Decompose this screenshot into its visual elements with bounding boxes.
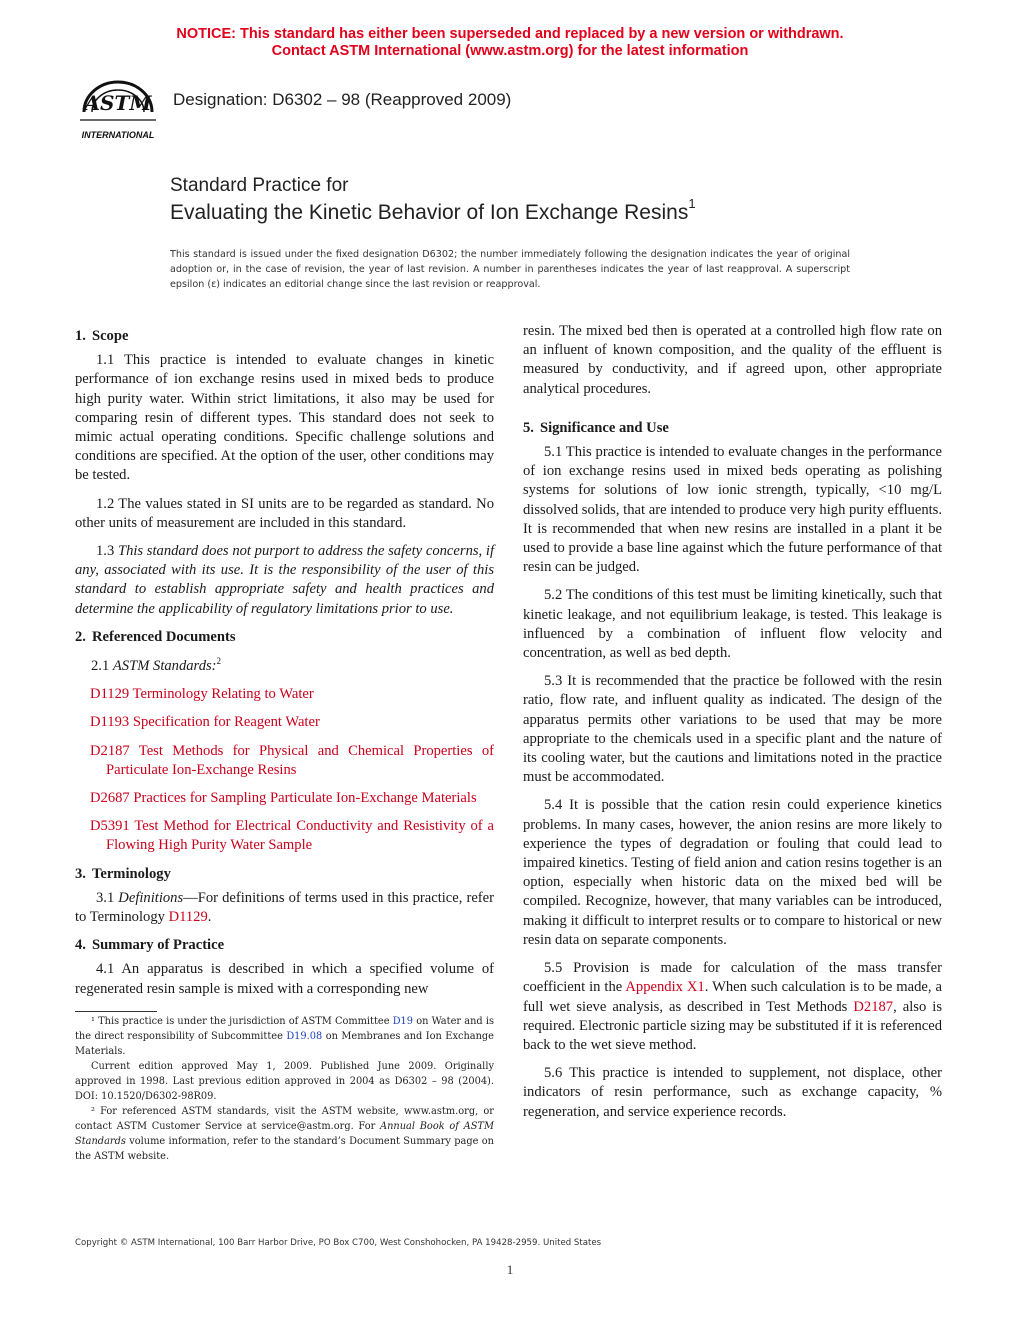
right-column bbox=[523, 322, 942, 1131]
para-5-1: 5.1 This practice is intended to evaluate changes in the performance of ion exchange resins used in mixed beds operating as polishing systems for solutions of low ionic strength, typically, <10 mg/L dissolved solids, that are intended to produce very high purity effluents. It is recommended that when new resins are installed in a plant it be used to provide a base line against which the future performance of that resin can be judged. bbox=[523, 444, 942, 576]
astm-logo bbox=[72, 72, 164, 144]
para-5-5: 5.5 Provision is made for calculation of the mass transfer coefficient in the Appendix X1. When such calculation is to be made, a full wet sieve analysis, as described in Test Methods D2187, also is required. Electronic particle sizing may be substituted if it is referenced back to the wet sieve method. bbox=[523, 960, 943, 1053]
designation: Designation: D6302 – 98 (Reapproved 2009) bbox=[173, 90, 512, 109]
link-d19[interactable]: D19 bbox=[392, 1016, 414, 1027]
para-3-1: 3.1 Definitions—For definitions of terms used in this practice, refer to Terminology D1129. bbox=[75, 889, 494, 925]
footnote-2: ² For referenced ASTM standards, visit the ASTM website, www.astm.org, or contact ASTM Customer Service at service@astm.org. For Annual Book of ASTM Standards volume information, refer to the standard’s Document Summary page on the ASTM website. bbox=[75, 1106, 494, 1162]
copyright: Copyright © ASTM International, 100 Barr Harbor Drive, PO Box C700, West Conshohocken, PA 19428-2959. United States bbox=[75, 1238, 602, 1248]
para-5-3: 5.3 It is recommended that the practice be followed with the resin ratio, flow rate, and influent quality as indicated. The design of the apparatus permits other variations to be used that may be more appropriate to the chemicals used in a specific plant and the nature of its cooling water, but the cautions and limitations noted in the practice must be accommodated. bbox=[523, 673, 942, 786]
section-5-heading: 5. Significance and Use bbox=[523, 419, 669, 436]
svg-text:ASTM: ASTM bbox=[84, 91, 152, 115]
footnote-rule bbox=[75, 1011, 157, 1012]
para-4-1-start: 4.1 An apparatus is described in which a specified volume of regenerated resin sample is mixed with a corresponding new bbox=[75, 961, 494, 997]
ref-d2687[interactable]: D2687 Practices for Sampling Particulate Ion-Exchange Materials bbox=[90, 789, 477, 806]
footnotes bbox=[75, 1014, 494, 1164]
ref-d2187[interactable]: D2187 Test Methods for Physical and Chemical Properties of Particulate Ion-Exchange Resins bbox=[90, 742, 494, 778]
para-1-3: 1.3 This standard does not purport to address the safety concerns, if any, associated with its use. It is the responsibility of the user of this standard to establish appropriate safety and health practices and determine the applicability of regulatory limitations prior to use. bbox=[75, 543, 495, 617]
para-4-1-continued: resin. The mixed bed then is operated at a controlled high flow rate on an influent of known composition, and the quality of the effluent is measured by conductivity, and if agreed upon, other appropriate analytical procedures. bbox=[523, 323, 942, 397]
left-column bbox=[75, 322, 494, 1007]
link-d1129[interactable]: D1129 bbox=[168, 908, 208, 925]
notice-line-1: NOTICE: This standard has either been superseded and replaced by a new version or withdrawn. bbox=[176, 26, 844, 42]
footnote-1: ¹ This practice is under the jurisdiction of ASTM Committee D19 on Water and is the direct responsibility of Subcommittee D19.08 on Membranes and Ion Exchange Materials. bbox=[75, 1016, 494, 1057]
section-2-heading: 2. Referenced Documents bbox=[75, 628, 236, 645]
link-d2187[interactable]: D2187 bbox=[853, 998, 894, 1015]
section-4-heading: 4. Summary of Practice bbox=[75, 937, 225, 954]
ref-d1129[interactable]: D1129 Terminology Relating to Water bbox=[90, 686, 314, 703]
section-3-heading: 3. Terminology bbox=[75, 865, 171, 882]
para-5-6: 5.6 This practice is intended to supplement, not displace, other indicators of resin performance, such as exchange capacity, % regeneration, and service experience records. bbox=[523, 1065, 942, 1120]
para-5-4: 5.4 It is possible that the cation resin could experience kinetics problems. In many cases, however, the anion resins are more likely to experience the types of degradation or fouling that could lead to impaired kinetics. Testing of field anion and cation resins together is an option, especially when historic data on the mixed bed will be compiled. Recognize, however, that many variables can be introduced, making it difficult to interpret results or to compare to historical or new resin data on separate components. bbox=[523, 797, 942, 948]
logo-caption: INTERNATIONAL bbox=[81, 130, 155, 140]
section-1-heading: 1. Scope bbox=[75, 328, 129, 344]
title-footnote-mark: 1 bbox=[688, 196, 696, 211]
title-line-1: Standard Practice for bbox=[170, 175, 349, 196]
astm-standards-label: 2.1 ASTM Standards:$^2$ bbox=[91, 656, 222, 674]
withdrawal-notice bbox=[0, 26, 1020, 60]
title-text: Evaluating the Kinetic Behavior of Ion Exchange Resins bbox=[170, 201, 689, 224]
title-line-2 bbox=[170, 196, 696, 225]
page-number: 1 bbox=[506, 1262, 514, 1277]
issuance-note: This standard is issued under the fixed designation D6302; the number immediately following the designation indicates the year of original adoption or, in the case of revision, the year of last revision. A number in parentheses indicates the year of last reapproval. A superscript epsilon (ε) indicates an editorial change since the last revision or reapproval. bbox=[170, 249, 850, 290]
para-5-2: 5.2 The conditions of this test must be limiting kinetically, such that kinetic leakage, and not equilibrium leakage, is tested. This leakage is influenced by a combination of influent flow velocity and concentration, as well as bed depth. bbox=[523, 587, 942, 662]
link-appendix-x1[interactable]: Appendix X1 bbox=[625, 979, 705, 996]
para-1-1: 1.1 This practice is intended to evaluate changes in kinetic performance of ion exchange resins used in mixed beds to produce high purity water. Within strict limitations, it also may be used for comparing resin of different types. This standard does not seek to mimic actual operating conditions. Specific challenge solutions and conditions are specified. At the option of the user, other conditions may be tested. bbox=[75, 352, 494, 484]
para-1-2: 1.2 The values stated in SI units are to be regarded as standard. No other units of measurement are included in this standard. bbox=[75, 495, 494, 531]
notice-line-2: Contact ASTM International (www.astm.org) for the latest information bbox=[271, 43, 749, 59]
link-d19-08[interactable]: D19.08 bbox=[286, 1031, 323, 1042]
ref-d5391[interactable]: D5391 Test Method for Electrical Conductivity and Resistivity of a Flowing High Purity Water Sample bbox=[90, 818, 495, 854]
footnote-edition: Current edition approved May 1, 2009. Published June 2009. Originally approved in 1998. Last previous edition approved in 2004 as D6302 – 98 (2004). DOI: 10.1520/D6302-98R09. bbox=[75, 1061, 494, 1102]
ref-d1193[interactable]: D1193 Specification for Reagent Water bbox=[90, 714, 320, 731]
